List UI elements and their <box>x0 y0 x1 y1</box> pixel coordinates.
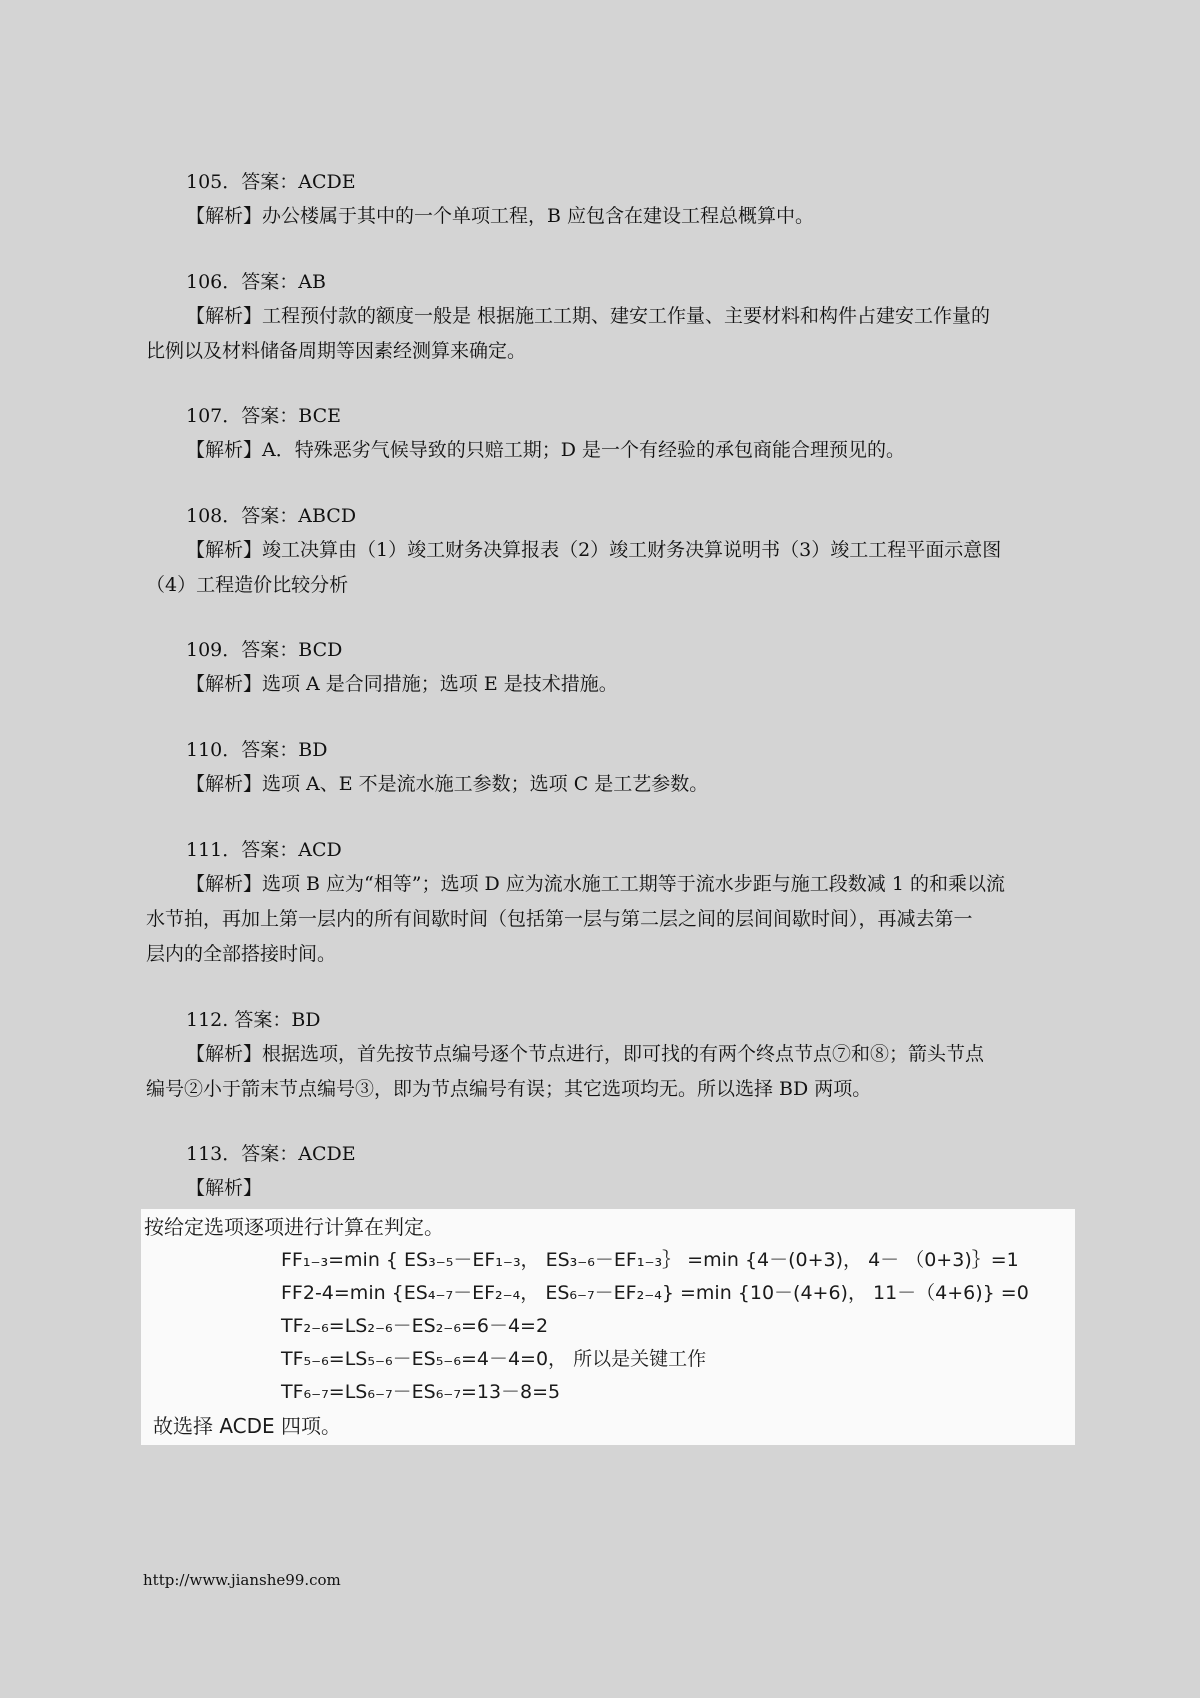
analysis-105: 【解析】办公楼属于其中的一个单项工程，B 应包含在建设工程总概算中。 <box>186 205 815 227</box>
analysis-112-line1: 【解析】根据选项，首先按节点编号逐个节点进行，即可找的有两个终点节点⑦和⑧；箭头节点 <box>186 1043 985 1065</box>
analysis-113: 【解析】 <box>186 1177 263 1199</box>
analysis-108-line2: （4）工程造价比较分析 <box>146 574 349 596</box>
answer-112: 112. 答案：BD <box>186 1009 321 1031</box>
formula-tf-6-7: TF₆₋₇=LS₆₋₇－ES₆₋₇=13－8=5 <box>281 1381 561 1403</box>
analysis-110: 【解析】选项 A、E 不是流水施工参数；选项 C 是工艺参数。 <box>186 773 709 795</box>
answer-113: 113．答案：ACDE <box>186 1143 356 1165</box>
answer-105: 105．答案：ACDE <box>186 171 356 193</box>
formula-ff-2-4: FF2-4=min {ES₄₋₇－EF₂₋₄， ES₆₋₇－EF₂₋₄} =min {10－(4+6)， 11－（4+6)} =0 <box>281 1282 1029 1304</box>
analysis-111-line2: 水节拍，再加上第一层内的所有间歇时间（包括第一层与第二层之间的层间间歇时间），再减去第一 <box>146 908 973 930</box>
analysis-106-line1: 【解析】工程预付款的额度一般是 根据施工工期、建安工作量、主要材料和构件占建安工作量的 <box>186 305 991 327</box>
answer-107: 107．答案：BCE <box>186 405 341 427</box>
formula-tf-2-6: TF₂₋₆=LS₂₋₆－ES₂₋₆=6－4=2 <box>281 1315 549 1337</box>
calculation-intro: 按给定选项逐项进行计算在判定。 <box>144 1215 444 1239</box>
analysis-111-line3: 层内的全部搭接时间。 <box>146 943 337 965</box>
answer-109: 109．答案：BCD <box>186 639 343 661</box>
analysis-112-line2: 编号②小于箭末节点编号③，即为节点编号有误；其它选项均无。所以选择 BD 两项。 <box>146 1078 872 1100</box>
analysis-109: 【解析】选项 A 是合同措施；选项 E 是技术措施。 <box>186 673 618 695</box>
calculation-image <box>141 1209 1075 1445</box>
formula-tf-5-6: TF₅₋₆=LS₅₋₆－ES₅₋₆=4－4=0， 所以是关键工作 <box>281 1348 707 1370</box>
calculation-conclusion: 故选择 ACDE 四项。 <box>153 1414 342 1438</box>
answer-106: 106．答案：AB <box>186 271 326 293</box>
answer-110: 110．答案：BD <box>186 739 328 761</box>
analysis-107: 【解析】A．特殊恶劣气候导致的只赔工期；D 是一个有经验的承包商能合理预见的。 <box>186 439 905 461</box>
answer-108: 108．答案：ABCD <box>186 505 357 527</box>
analysis-111-line1: 【解析】选项 B 应为“相等”；选项 D 应为流水施工工期等于流水步距与施工段数减 1 的和乘以流 <box>186 873 1005 895</box>
footer-url[interactable]: http://www.jianshe99.com <box>143 1571 341 1589</box>
analysis-108-line1: 【解析】竣工决算由（1）竣工财务决算报表（2）竣工财务决算说明书（3）竣工工程平面示意图 <box>186 539 1002 561</box>
answer-111: 111．答案：ACD <box>186 839 342 861</box>
formula-ff-1-3: FF₁₋₃=min { ES₃₋₅－EF₁₋₃， ES₃₋₆－EF₁₋₃｝ =min {4－(0+3)， 4－ （0+3)｝=1 <box>281 1249 1019 1271</box>
analysis-106-line2: 比例以及材料储备周期等因素经测算来确定。 <box>146 340 527 362</box>
